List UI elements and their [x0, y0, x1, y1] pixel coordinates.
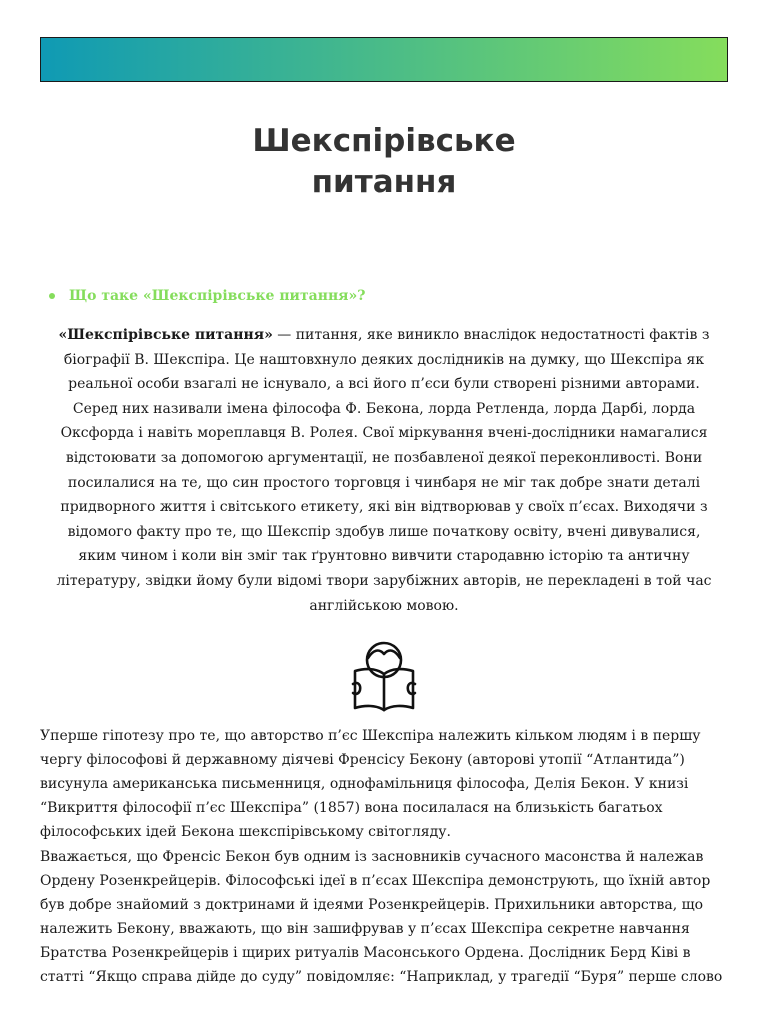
section-heading: Що таке «Шекспірівське питання»? — [69, 288, 366, 304]
paragraph-line: статті “Якщо справа дійде до суду” повідомляє: “Наприклад, у трагедії “Буря” перше слово — [40, 969, 723, 985]
intro-line: Серед них називали імена філософа Ф. Бекона, лорда Ретленда, лорда Дарбі, лорда — [72, 400, 696, 417]
title-line-1: Шекспірівське — [252, 123, 516, 159]
intro-line: Оксфорда і навіть мореплавця В. Ролея. Свої міркування вчені-дослідники намагалися — [60, 425, 708, 442]
intro-line: реальної особи взагалі не існувало, а всі його п’єси були створені різними авторами. — [68, 376, 700, 393]
intro-line: відомого факту про те, що Шекспір здобув лише початкову освіту, вчені дивувалися, — [67, 523, 701, 540]
paragraph-line: належить Бекону, вважають, що він зашифрував у п’єсах Шекспіра секретне навчання — [40, 921, 690, 937]
paragraph-line: чергу філософові й державному діячеві Френсісу Бекону (авторові утопії “Атлантида”) — [40, 752, 685, 768]
intro-line — [36, 323, 732, 348]
reading-person-icon — [349, 638, 419, 714]
paragraph-line: філософських ідей Бекона шекспірівському світогляду. — [40, 824, 451, 840]
intro-line: посилалися на те, що син простого торговця і чинбаря не міг так добре знати деталі — [67, 474, 701, 491]
paragraph-line: висунула американська письменниця, однофамільниця філософа, Делія Бекон. У книзі — [40, 776, 689, 792]
intro-paragraph — [36, 323, 732, 618]
paragraph-line: “Викриття філософії п’єс Шекспіра” (1857) вона посилалася на близькість багатьох — [40, 800, 663, 816]
term-bold: «Шекспірівське питання» — [58, 327, 273, 343]
intro-line: придворного життя і світського етикету, які він відтворював у своїх п’єсах. Виходячи з — [60, 499, 708, 516]
intro-line: англійською мовою. — [309, 597, 459, 614]
section-bullet — [49, 288, 365, 304]
intro-line: відстоювати за допомогою аргументації, не позбавленої деякої переконливості. Вони — [65, 449, 703, 466]
paragraph-2 — [40, 845, 740, 989]
page-title — [0, 121, 768, 203]
header-gradient-banner — [40, 37, 728, 82]
paragraph-line: був добре знайомий з доктринами й ідеями Розенкрейцерів. Прихильники авторства, що — [40, 897, 704, 913]
paragraph-line: Вважається, що Френсіс Бекон був одним із засновників сучасного масонства й належав — [40, 849, 704, 865]
intro-line-rest: — питання, яке виникло внаслідок недостатності фактів з — [272, 327, 710, 343]
paragraph-line: Уперше гіпотезу про те, що авторство п’єс Шекспіра належить кільком людям і в першу — [40, 728, 701, 744]
intro-line: яким чином і коли він зміг так ґрунтовно вивчити стародавню історію та античну — [78, 548, 690, 565]
paragraph-line: Братства Розенкрейцерів і щирих ритуалів Масонського Ордена. Дослідник Берд Ківі в — [40, 945, 691, 961]
intro-line: літературу, звідки йому були відомі твори зарубіжних авторів, не перекладені в той час — [56, 572, 712, 589]
title-line-2: питання — [311, 164, 457, 200]
intro-line: біографії В. Шекспіра. Це наштовхнуло деяких дослідників на думку, що Шекспіра як — [63, 351, 705, 368]
paragraph-line: Ордену Розенкрейцерів. Філософські ідеї в п’єсах Шекспіра демонструють, що їхній автор — [40, 873, 711, 889]
bullet-dot-icon — [49, 293, 55, 299]
paragraph-1 — [40, 724, 740, 844]
